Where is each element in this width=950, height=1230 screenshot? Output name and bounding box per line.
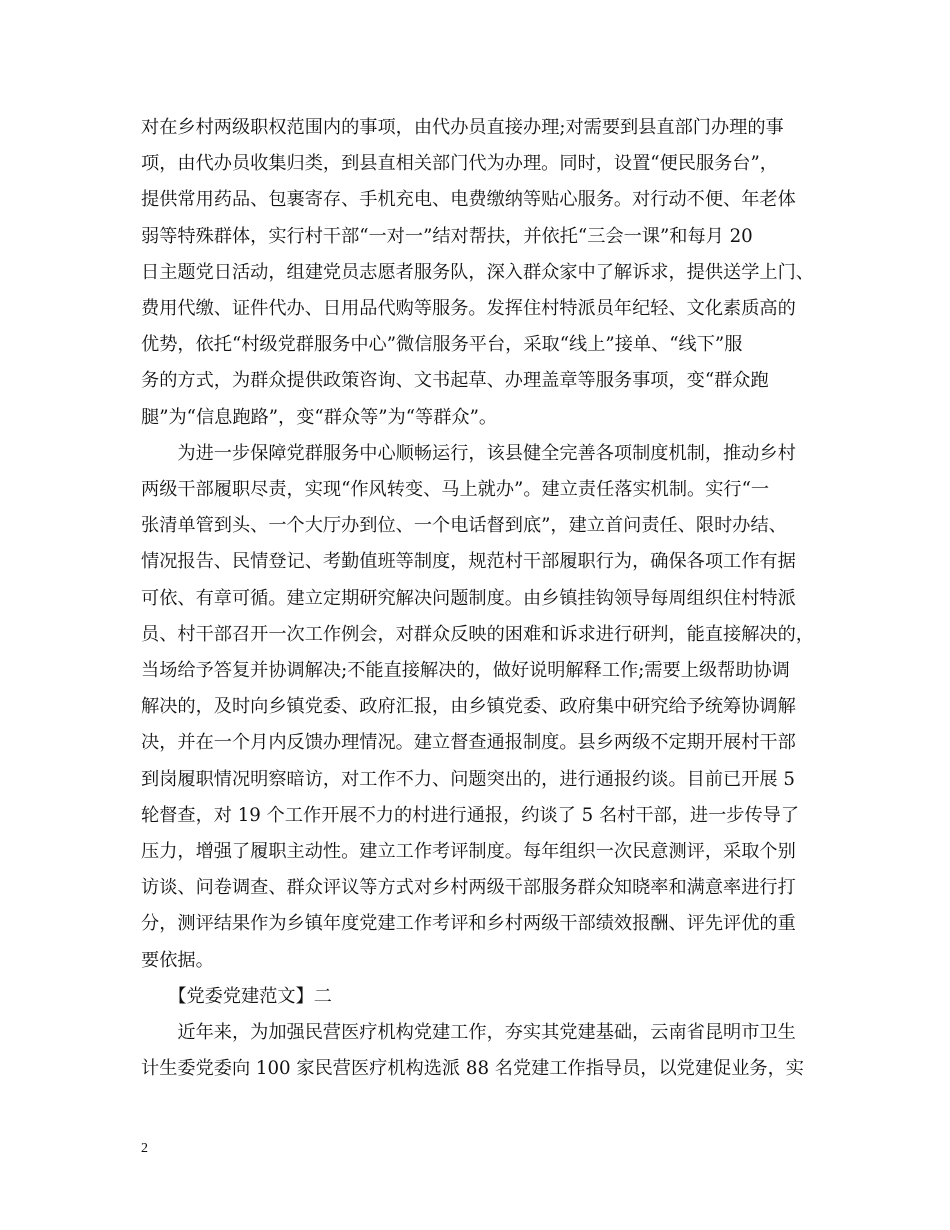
text-line: 可依、有章可循。建立定期研究解决问题制度。由乡镇挂钩领导每周组织住村特派 bbox=[141, 587, 796, 609]
text-line: 情况报告、民情登记、考勤值班等制度，规范村干部履职行为，确保各项工作有据 bbox=[141, 551, 796, 573]
text-line: 腿”为“信息跑路”，变“群众等”为“等群众”。 bbox=[141, 406, 498, 428]
text-line: 近年来，为加强民营医疗机构党建工作，夯实其党建基础，云南省昆明市卫生 bbox=[141, 1022, 796, 1043]
text-line: 张清单管到头、一个大厅办到位、一个电话督到底”，建立首问责任、限时办结、 bbox=[141, 515, 787, 537]
text-line: 提供常用药品、包裹寄存、手机充电、电费缴纳等贴心服务。对行动不便、年老体 bbox=[141, 189, 796, 211]
text-line: 要依据。 bbox=[141, 949, 214, 971]
text-line: 分，测评结果作为乡镇年度党建工作考评和乡村两级干部绩效报酬、评先评优的重 bbox=[141, 913, 796, 935]
text-line: 两级干部履职尽责，实现“作风转变、马上就办”。建立责任落实机制。实行“一 bbox=[141, 479, 770, 500]
text-line: 项，由代办员收集归类，到县直相关部门代为办理。同时，设置“便民服务台”， bbox=[141, 153, 778, 175]
text-line: 计生委党委向 100 家民营医疗机构选派 88 名党建工作指导员，以党建促业务，实 bbox=[141, 1058, 804, 1080]
page-number: 2 bbox=[141, 1141, 148, 1156]
text-line: 员、村干部召开一次工作例会，对群众反映的困难和诉求进行研判，能直接解决的， bbox=[141, 623, 814, 645]
text-line: 优势，依托“村级党群服务中心”微信服务平台，采取“线上”接单、“线下”服 bbox=[141, 334, 743, 356]
text-line: 费用代缴、证件代办、日用品代购等服务。发挥住村特派员年纪轻、文化素质高的 bbox=[141, 298, 796, 319]
text-line: 决，并在一个月内反馈办理情况。建立督查通报制度。县乡两级不定期开展村干部 bbox=[141, 732, 796, 754]
text-line: 对在乡村两级职权范围内的事项，由代办员直接办理;对需要到县直部门办理的事 bbox=[141, 117, 784, 138]
text-line: 访谈、问卷调查、群众评议等方式对乡村两级干部服务群众知晓率和满意率进行打 bbox=[141, 877, 796, 899]
text-line: 为进一步保障党群服务中心顺畅运行，该县健全完善各项制度机制，推动乡村 bbox=[141, 442, 796, 464]
text-line: 到岗履职情况明察暗访，对工作不力、问题突出的，进行通报约谈。目前已开展 5 bbox=[141, 768, 795, 790]
text-line: 弱等特殊群体，实行村干部“一对一”结对帮扶，并依托“三会一课”和每月 20 bbox=[141, 225, 753, 247]
text-line: 轮督查，对 19 个工作开展不力的村进行通报，约谈了 5 名村干部，进一步传导了 bbox=[141, 804, 800, 826]
section-heading: 【党委党建范文】二 bbox=[141, 985, 332, 1007]
text-line: 日主题党日活动，组建党员志愿者服务队，深入群众家中了解诉求，提供送学上门、 bbox=[141, 261, 814, 283]
text-line: 压力，增强了履职主动性。建立工作考评制度。每年组织一次民意测评，采取个别 bbox=[141, 841, 796, 862]
text-line: 解决的，及时向乡镇党委、政府汇报，由乡镇党委、政府集中研究给予统筹协调解 bbox=[141, 696, 796, 718]
text-line: 务的方式，为群众提供政策咨询、文书起草、办理盖章等服务事项，变“群众跑 bbox=[141, 370, 769, 392]
text-line: 当场给予答复并协调解决;不能直接解决的，做好说明解释工作;需要上级帮助协调 bbox=[141, 660, 790, 681]
